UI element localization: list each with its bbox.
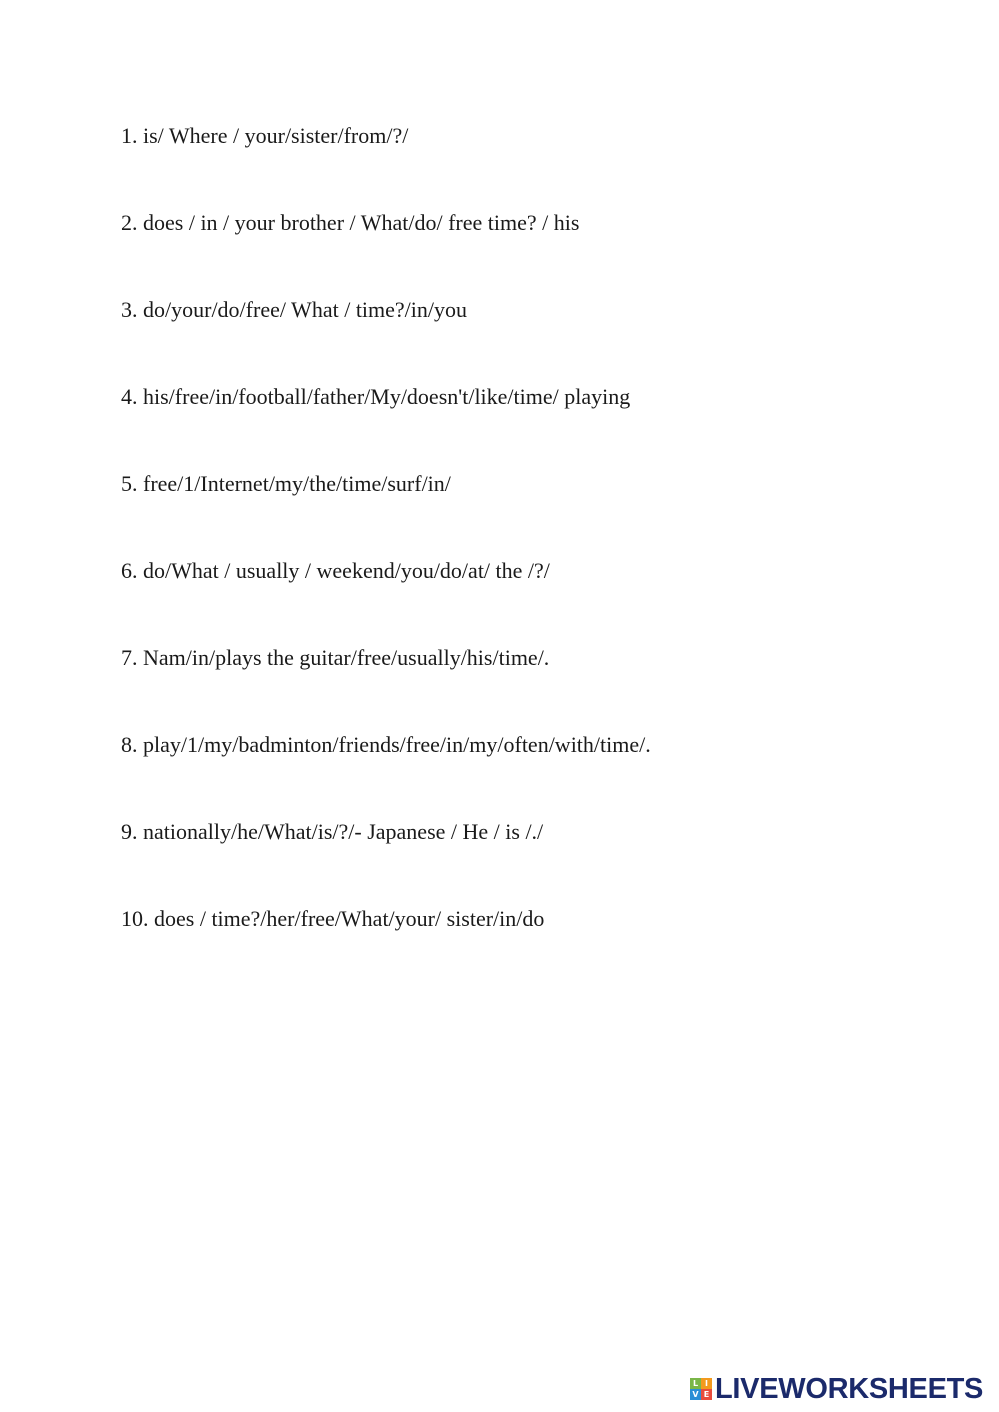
question-item: 3. do/your/do/free/ What / time?/in/you (121, 297, 468, 322)
liveworksheets-logo (690, 1372, 983, 1406)
logo-mark-tile: I (701, 1378, 712, 1389)
question-item: 9. nationally/he/What/is/?/- Japanese / He / is /./ (121, 819, 544, 844)
logo-text: LIVEWORKSHEETS (715, 1373, 984, 1405)
logo-mark-tile: V (690, 1389, 701, 1400)
logo-mark-tile: L (690, 1378, 701, 1389)
question-list (121, 120, 651, 990)
question-item: 10. does / time?/her/free/What/your/ sister/in/do (121, 906, 545, 931)
logo-mark-tile: E (701, 1389, 712, 1400)
question-item: 4. his/free/in/football/father/My/doesn't/like/time/ playing (121, 384, 631, 409)
question-item: 2. does / in / your brother / What/do/ free time? / his (121, 210, 580, 235)
question-item: 8. play/1/my/badminton/friends/free/in/my/often/with/time/. (121, 732, 651, 757)
question-item: 1. is/ Where / your/sister/from/?/ (121, 123, 409, 148)
question-item: 7. Nam/in/plays the guitar/free/usually/his/time/. (121, 645, 550, 670)
question-item: 6. do/What / usually / weekend/you/do/at/ the /?/ (121, 558, 550, 583)
logo-mark-icon (690, 1378, 712, 1400)
question-item: 5. free/1/Internet/my/the/time/surf/in/ (121, 471, 451, 496)
